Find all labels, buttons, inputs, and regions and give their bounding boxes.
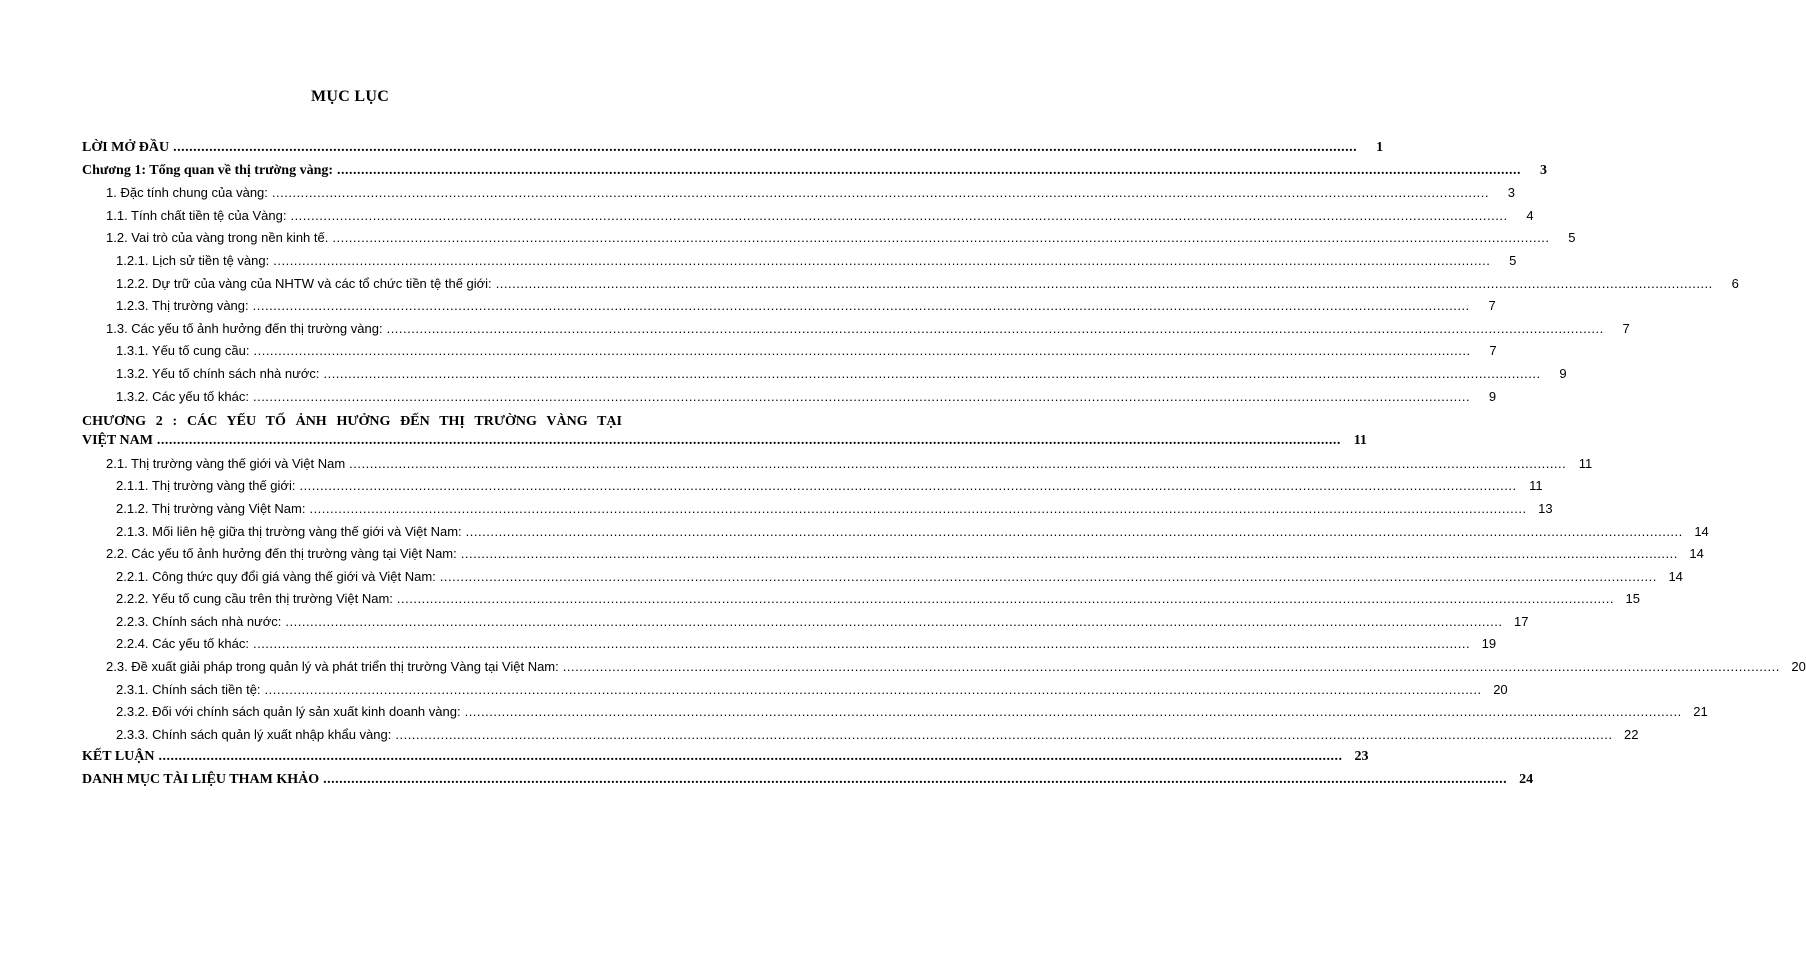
dot-leader [285,614,1502,629]
toc-entry-label: 2.2.2. Yếu tố cung cầu trên thị trường Việt Nam: [116,591,393,607]
toc-entry[interactable] [82,365,1567,389]
toc-entry-page: 14 [1694,523,1709,539]
dot-leader [253,298,1470,313]
dot-leader [332,230,1549,245]
toc-entry[interactable] [82,478,1543,501]
dot-leader [299,478,1516,493]
dot-leader [272,185,1489,200]
toc-entry-label: 1.3.1. Yếu tố cung cầu: [116,343,250,359]
toc-entry-label: 1.2.3. Thị trường vàng: [116,298,249,314]
toc-entry-page: 11 [1353,433,1367,449]
toc-entry-label: 2.1. Thị trường vàng thế giới và Việt Nam [106,455,346,471]
dot-leader [337,163,1521,179]
toc-entry-page: 11 [1529,478,1543,494]
toc-entry-label: 2.2.3. Chính sách nhà nước: [116,613,282,629]
toc-entry-page: 7 [1488,298,1496,314]
dot-leader [461,546,1678,561]
toc-entry-page: 5 [1568,230,1576,246]
toc-entry[interactable] [82,636,1497,659]
dot-leader [496,276,1713,291]
toc-entry-label: LỜI MỞ ĐẦU [82,140,170,155]
toc-entry-page: 17 [1514,613,1529,629]
toc-entry-page: 21 [1693,704,1708,720]
dot-leader [395,727,1612,742]
dot-leader [440,569,1657,584]
toc-entry[interactable] [82,207,1534,231]
toc-entry-page: 23 [1354,749,1369,765]
toc-entry-page: 20 [1493,681,1508,697]
toc-entry-page: 19 [1481,636,1497,652]
toc-entry-page: 7 [1622,320,1630,336]
dot-leader [290,208,1507,223]
toc-entry-label: 1.2.2. Dự trữ của vàng của NHTW và các tổ chức tiền tệ thế giới: [116,275,492,291]
toc-entry[interactable] [82,162,1548,186]
toc-entry-page: 9 [1488,388,1497,404]
toc-entry[interactable] [82,523,1709,547]
toc-entry-page: 22 [1624,726,1639,742]
toc-entry-page: 14 [1668,568,1683,584]
toc-entry[interactable] [82,704,1708,727]
toc-entry-label-continued: VIỆT NAM [82,433,153,449]
toc-entry-label: 2.1.3. Mối liên hệ giữa thị trường vàng thế giới và Việt Nam: [116,523,462,539]
dot-leader [253,636,1470,651]
page-title: MỤC LỤC [310,88,390,105]
toc-entry-label: 2.2.1. Công thức quy đổi giá vàng thế giới và Việt Nam: [116,568,436,584]
toc-entry-label: 1.1. Tính chất tiền tệ của Vàng: [106,207,287,223]
toc-entry[interactable] [82,343,1497,366]
toc-entry[interactable] [82,455,1593,479]
dot-leader [323,772,1507,788]
dot-leader [173,140,1357,156]
dot-leader [387,321,1604,336]
toc-entry-label: 1. Đặc tính chung của vàng: [106,185,268,201]
toc-entry-label: 1.3. Các yếu tố ảnh hưởng đến thị trường vàng: [106,320,383,336]
toc-entry-label: 2.2. Các yếu tố ảnh hưởng đến thị trường vàng tại Việt Nam: [106,546,457,562]
toc-entry-label: 2.3.2. Đối với chính sách quản lý sản xuất kinh doanh vàng: [116,704,461,720]
toc-entry-label: 1.3.2. Yếu tố chính sách nhà nước: [116,365,320,381]
toc-entry-page: 13 [1538,500,1553,516]
dot-leader [465,704,1682,719]
toc-entry-page: 20 [1791,659,1806,675]
toc-entry-page: 14 [1689,546,1704,562]
toc-entry[interactable] [82,613,1529,637]
toc-entry-page: 11 [1578,455,1593,471]
toc-entry-label: DANH MỤC TÀI LIỆU THAM KHẢO [82,772,320,788]
toc-entry[interactable] [82,591,1641,614]
toc-entry-label: 1.3.2. Các yếu tố khác: [116,388,249,404]
toc-entry[interactable] [82,726,1639,750]
toc-entry-page: 5 [1509,252,1517,268]
toc-entry[interactable] [82,252,1517,276]
dot-leader [397,591,1614,606]
table-of-contents [82,140,1806,795]
toc-entry[interactable] [82,298,1496,321]
toc-entry[interactable] [82,500,1553,524]
toc-entry-page: 6 [1731,275,1739,291]
dot-leader [253,389,1470,404]
toc-entry[interactable] [82,275,1739,299]
toc-entry-label: 2.3. Đề xuất giải pháp trong quản lý và phát triển thị trường Vàng tại Việt Nam: [106,659,559,675]
toc-entry-label: 2.1.1. Thị trường vàng thế giới: [116,478,296,494]
toc-entry-page: 3 [1507,185,1515,201]
toc-entry-page: 7 [1489,343,1497,359]
toc-entry-page: 9 [1559,365,1567,381]
toc-entry[interactable] [82,568,1683,592]
toc-entry-page: 15 [1625,591,1641,607]
toc-entry[interactable] [82,388,1497,412]
toc-entry-label: 1.2.1. Lịch sử tiền tệ vàng: [116,252,270,268]
toc-entry-page: 1 [1376,140,1384,155]
toc-entry-page: 24 [1519,772,1534,788]
dot-leader [349,456,1566,471]
toc-entry-label: Chương 1: Tổng quan về thị trường vàng: [82,162,334,178]
toc-entry-label: 2.3.3. Chính sách quản lý xuất nhập khẩu vàng: [116,726,392,742]
toc-entry[interactable] [82,681,1508,705]
toc-entry[interactable] [82,411,1367,456]
toc-entry-page: 3 [1540,162,1548,178]
toc-entry[interactable] [82,140,1384,163]
toc-entry-label: CHƯƠNG 2 : CÁC YẾU TỐ ẢNH HƯỞNG ĐẾN THỊ TRƯỜNG VÀNG TẠI [82,414,622,430]
dot-leader [157,433,1341,449]
toc-entry[interactable] [82,320,1630,344]
dot-leader [466,524,1683,539]
toc-entry[interactable] [82,185,1515,208]
dot-leader [273,253,1490,268]
toc-entry[interactable] [82,749,1369,772]
dot-leader [563,659,1780,674]
toc-entry[interactable] [82,772,1534,795]
dot-leader [323,366,1540,381]
dot-leader [158,749,1342,765]
toc-entry-label: KẾT LUẬN [82,749,155,765]
toc-entry[interactable] [82,230,1576,253]
dot-leader [309,501,1526,516]
toc-entry-page: 4 [1526,207,1534,223]
toc-entry-label: 1.2. Vai trò của vàng trong nền kinh tế. [106,230,329,246]
dot-leader [253,343,1470,358]
toc-entry-label: 2.2.4. Các yếu tố khác: [116,636,249,652]
dot-leader [265,682,1482,697]
toc-entry[interactable] [82,546,1704,569]
toc-entry-label: 2.3.1. Chính sách tiền tệ: [116,681,261,697]
toc-entry[interactable] [82,659,1806,682]
toc-entry-label: 2.1.2. Thị trường vàng Việt Nam: [116,500,306,516]
